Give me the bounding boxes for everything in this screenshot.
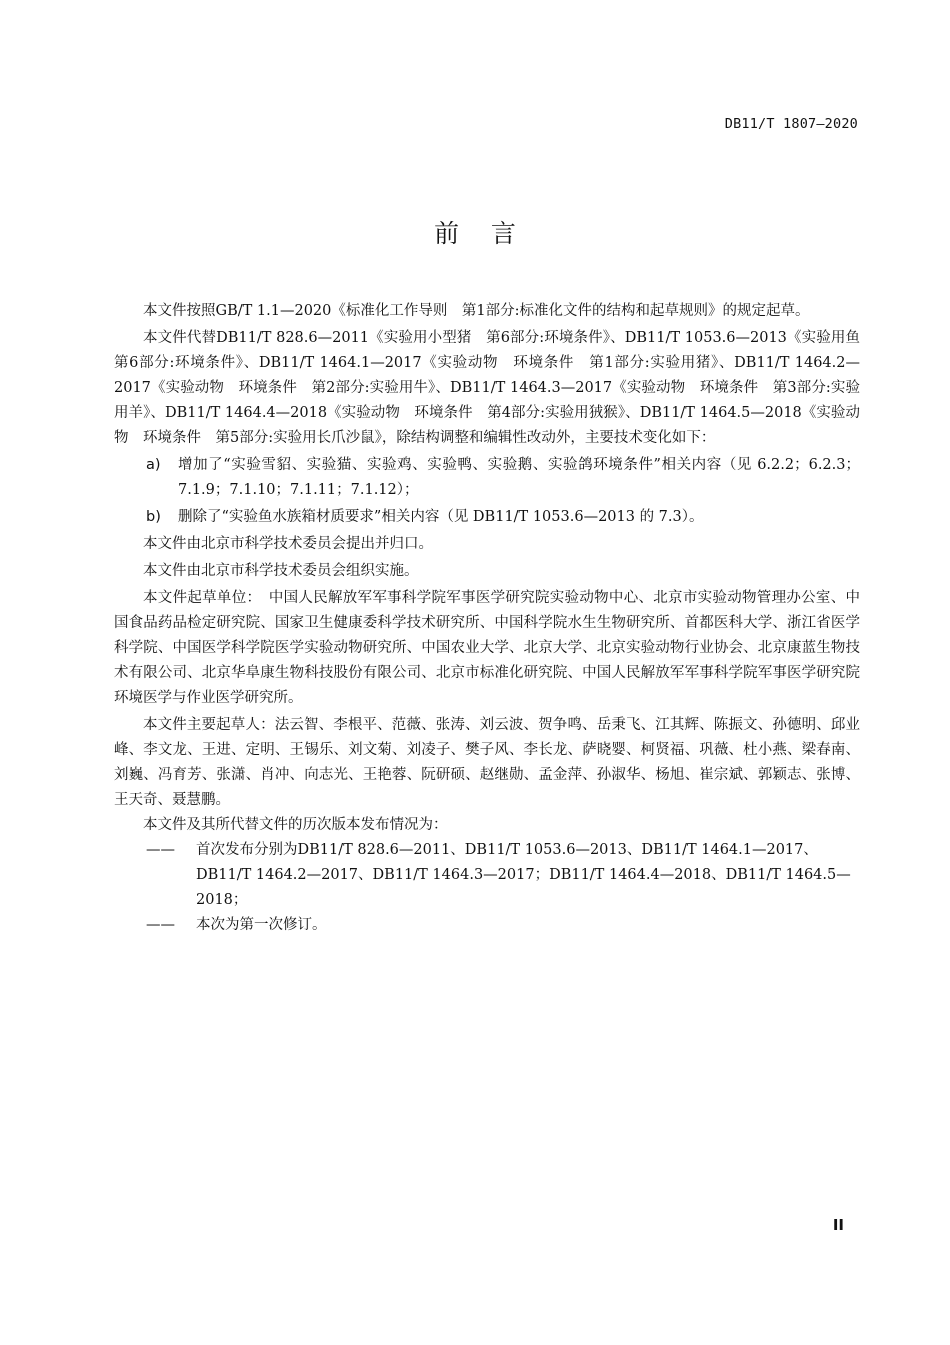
document-code: DB11/T 1807—2020 [724, 116, 858, 132]
change-item [114, 505, 860, 530]
change-text: 删除了“实验鱼水族箱材质要求”相关内容（见 DB11/T 1053.6—2013 的 7.3）。 [178, 509, 704, 525]
page-title: 前 言 [434, 219, 516, 248]
paragraph-proposer: 本文件由北京市科学技术委员会提出并归口。 [143, 536, 433, 552]
paragraph-drafters: 本文件主要起草人：法云智、李根平、范薇、张涛、刘云波、贺争鸣、岳秉飞、江其辉、陈振文、孙德明、邱业峰、李文龙、王进、定明、王锡乐、刘文菊、刘凌子、樊子风、李长龙、萨晓婴、柯贤福、巩薇、杜小燕、梁春南、刘巍、冯育芳、张潇、肖冲、向志光、王艳蓉、阮研硕、赵继勋、孟金萍、孙淑华、杨旭、崔宗斌、郭颖志、张博、王天奇、聂慧鹏。 [114, 717, 860, 808]
history-text: 本次为第一次修订。 [196, 917, 327, 933]
change-item [114, 453, 860, 503]
paragraph-basis: 本文件按照GB/T 1.1—2020《标准化工作导则 第1部分:标准化文件的结构和起草规则》的规定起草。 [143, 303, 810, 319]
change-marker: b) [146, 509, 161, 525]
history-item [114, 838, 860, 913]
page-number: II [832, 1216, 844, 1234]
change-marker: a) [146, 457, 161, 473]
history-dash: —— [146, 842, 175, 858]
paragraph-organizer: 本文件由北京市科学技术委员会组织实施。 [143, 563, 419, 579]
paragraph-history-intro: 本文件及其所代替文件的历次版本发布情况为： [143, 817, 448, 833]
history-item [114, 913, 860, 938]
history-text: 首次发布分别为DB11/T 828.6—2011、DB11/T 1053.6—2013、DB11/T 1464.1—2017、DB11/T 1464.2—2017、DB11/T 1464.3—2017；DB11/T 1464.4—2018、DB11/T 1464.5—2018； [196, 842, 851, 908]
foreword-body [114, 299, 875, 938]
history-dash: —— [146, 917, 175, 933]
change-text: 增加了“实验雪貂、实验猫、实验鸡、实验鸭、实验鹅、实验鸽环境条件”相关内容（见 6.2.2；6.2.3；7.1.9；7.1.10；7.1.11；7.1.12）； [178, 457, 860, 498]
paragraph-replaces: 本文件代替DB11/T 828.6—2011《实验用小型猪 第6部分:环境条件》、DB11/T 1053.6—2013《实验用鱼 第6部分:环境条件》、DB11/T 1464.1—2017《实验动物 环境条件 第1部分:实验用猪》、DB11/T 1464.2—2017《实验动物 环境条件 第2部分:实验用牛》、DB11/T 1464.3—2017《实验动物 环境条件 第3部分:实验用羊》、DB11/T 1464.4—2018《实验动物 环境条件 第4部分:实验用狨猴》、DB11/T 1464.5—2018《实验动物 环境条件 第5部分:实验用长爪沙鼠》，除结构调整和编辑性改动外，主要技术变化如下： [114, 330, 875, 446]
paragraph-drafting-units: 本文件起草单位： 中国人民解放军军事科学院军事医学研究院实验动物中心、北京市实验动物管理办公室、中国食品药品检定研究院、国家卫生健康委科学技术研究所、中国科学院水生生物研究所、首都医科大学、浙江省医学科学院、中国医学科学院医学实验动物研究所、中国农业大学、北京大学、北京实验动物行业协会、北京康蓝生物技术有限公司、北京华阜康生物科技股份有限公司、北京市标准化研究院、中国人民解放军军事科学院军事医学研究院环境医学与作业医学研究所。 [114, 590, 860, 706]
